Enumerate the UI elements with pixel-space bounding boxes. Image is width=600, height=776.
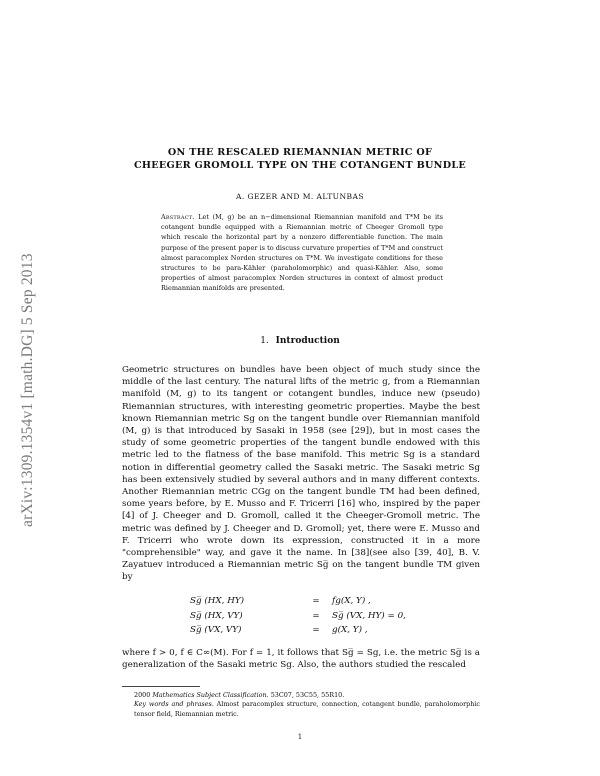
intro-paragraph: Geometric structures on bundles have been object of much study since the middle of the last century. The natural lifts of the metric g, from a Riemannian manifold (M, g) to its tangent or cotangent bundles, induce new (pseudo) Riemannian structures, with interesting geometric properties. Maybe the best known Riemannian metric Sg on the tangent bundle over Riemannian manifold (M, g) is that introduced by Sasaki in 1958 (see [29]), but in most cases the study of some geometric properties of the tangent bundle endowed with this metric led to the flatness of the base manifold. This metric Sg is a standard notion in differential geometry called the Sasaki metric. The Sasaki metric Sg has been extensively studied by several authors and in many different contexts. Another Riemannian metric CGg on the tangent bundle TM had been defined, some years before, by E. Musso and F. Tricerri [16] who, inspired by the paper [4] of J. Cheeger and D. Gromoll, called it the Cheeger-Gromoll metric. The metric was defined by J. Cheeger and D. Gromoll; yet, there were E. Musso and F. Tricerri who wrote down its expression, constructed it in a more "comprehensible" way, and gave it the name. In [38](see also [39, 40], B. V. Zayatuev introduced a Riemannian metric Sg̅ on the tangent bundle TM given by [122, 365, 480, 583]
abstract-label: Abstract. [161, 213, 195, 221]
authors: A. GEZER AND M. ALTUNBAS [236, 192, 364, 201]
paper-title [100, 146, 500, 172]
msc-label: Mathematics Subject Classification. [152, 691, 269, 699]
footnotes [122, 691, 480, 719]
page-number: 1 [297, 733, 303, 741]
footnote-rule [122, 686, 200, 687]
equation-block [190, 594, 470, 638]
equation-sign: = [312, 610, 320, 621]
section-title: Introduction [275, 336, 340, 346]
section-heading [100, 336, 500, 346]
equation-rhs: g(X, Y) , [332, 625, 368, 635]
msc-year: 2000 [134, 691, 151, 699]
title-line-2: CHEEGER GROMOLL TYPE ON THE COTANGENT BUNDLE [133, 160, 467, 171]
keywords-label: Key words and phrases. [134, 700, 214, 709]
equation-row [190, 594, 470, 609]
msc-footnote [122, 691, 480, 700]
abstract-text: Let (M, g) be an n−dimensional Riemannian manifold and T*M be its cotangent bundle equipped with a Riemannian metric of Cheeger Gromoll type which rescale the horizontal part by a nonzero differentiable function. The main purpose of the present paper is to discuss curvature properties of T*M and construct almost paracomplex Norden structures on T*M. We investigate conditions for these structures to be para-Kähler (paraholomorphic) and quasi-Kähler. Also, some properties of almost paracomplex Norden structures in context of almost product Riemannian manifolds are presented. [161, 213, 443, 293]
equation-sign: = [312, 596, 320, 606]
equation-lhs: Sg̅ (VX, VY) [190, 625, 242, 635]
section-number: 1. [260, 336, 269, 346]
abstract [161, 212, 443, 294]
equation-rhs: Sg̅ (VX, HY) = 0, [332, 610, 406, 621]
equation-row [190, 609, 470, 624]
arxiv-stamp: arXiv:1309.1354v1 [math.DG] 5 Sep 2013 [19, 253, 36, 527]
keywords-text: Almost paracomplex structure, connection, cotangent bundle, paraholomorphic tensor field, Riemannian metric. [134, 700, 480, 718]
msc-codes: 53C07, 53C55, 55R10. [270, 691, 345, 699]
keywords-footnote [122, 700, 480, 719]
equation-rhs: fg(X, Y) , [332, 596, 371, 606]
equation-sign: = [312, 625, 320, 635]
equation-lhs: Sg̅ (HX, HY) [190, 596, 245, 606]
equation-lhs: Sg̅ (HX, VY) [190, 610, 243, 621]
after-equations-text: where f > 0, f ∈ C∞(M). For f = 1, it follows that Sg̅ = Sg, i.e. the metric Sg̅ is a generalization of the Sasaki metric Sg. Also, the authors studied the rescaled [122, 648, 480, 671]
equation-row [190, 623, 470, 638]
title-line-1: ON THE RESCALED RIEMANNIAN METRIC OF [167, 147, 433, 158]
